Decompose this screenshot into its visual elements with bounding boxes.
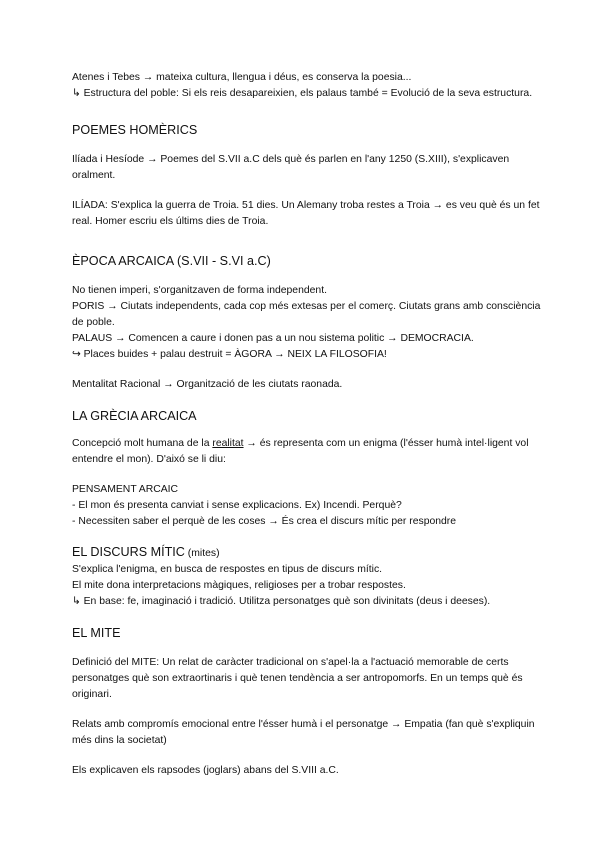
pensament-item-1: - El mon és presenta canviat i sense explicacions. Ex) Incendi. Perquè? [72, 500, 402, 511]
arcaica-line-1: No tienen imperi, s'organitzaven de forma independent. [72, 285, 327, 296]
arcaica-line-agora: ↪ Places buides + palau destruit = ÀGORA → NEIX LA FILOSOFIA! [72, 349, 387, 360]
discurs-heading-small: (mites) [184, 548, 220, 559]
discurs-line-3: ↳ En base: fe, imaginació i tradició. Utilitza personatges què son divinitats (deus i deeses). [72, 596, 491, 607]
document-page [72, 70, 542, 779]
realitat-underlined: realitat [212, 438, 244, 449]
heading-el-mite: EL MITE [72, 626, 121, 640]
homerics-paragraph-2: ILÍADA: S'explica la guerra de Troia. 51 dies. Un Alemany troba restes a Troia → es veu què és un fet real. Homer escriu els últims dies de Troia. [72, 200, 540, 227]
grecia-text-after: → és representa com un enigma (l'ésser humà intel·ligent vol entendre el mon). D'aixó se li diu: [72, 438, 529, 465]
intro-line-2: ↳ Estructura del poble: Si els reis desapareixien, els palaus també = Evolució de la seva estructura. [72, 88, 533, 99]
mite-rapsodes: Els explicaven els rapsodes (joglars) abans del S.VIII a.C. [72, 765, 339, 776]
mite-definicio: Definició del MITE: Un relat de caràcter tradicional on s'apel·la a l'actuació memorable de certs personatges què son extraortinaris i què tenen tendència a ser antropomorfs. En un temps què és originari. [72, 657, 523, 700]
discurs-line-1: S'explica l'enigma, en busca de respostes en tipus de discurs mític. [72, 564, 383, 575]
discurs-heading-main: EL DISCURS MÍTIC [72, 545, 185, 559]
heading-epoca-arcaica: ÈPOCA ARCAICA (S.VII - S.VI a.C) [72, 254, 271, 268]
heading-grecia-arcaica: LA GRÈCIA ARCAICA [72, 409, 197, 423]
heading-discurs-mitic [72, 544, 542, 562]
grecia-text-before: Concepció molt humana de la [72, 438, 213, 449]
homerics-paragraph-1: Ilíada i Hesíode → Poemes del S.VII a.C dels què és parlen en l'any 1250 (S.XIII), s'explicaven oralment. [72, 154, 510, 181]
discurs-line-2: El mite dona interpretacions màgiques, religioses per a trobar respostes. [72, 580, 406, 591]
heading-poemes-homerics: POEMES HOMÈRICS [72, 123, 198, 137]
arcaica-line-palaus: PALAUS → Comencen a caure i donen pas a un nou sistema politic → DEMOCRACIA. [72, 333, 474, 344]
intro-line-1: Atenes i Tebes → mateixa cultura, llengua i déus, es conserva la poesia... [72, 72, 412, 83]
heading-pensament-arcaic: PENSAMENT ARCAIC [72, 484, 179, 495]
mite-relats: Relats amb compromís emocional entre l'ésser humà i el personatge → Empatia (fan què s'expliquin més dins la societat) [72, 719, 535, 746]
arcaica-line-poris: PORIS → Ciutats independents, cada cop més extesas per el comerç. Ciutats grans amb consciència de poble. [72, 301, 541, 328]
arcaica-line-mentalitat: Mentalitat Racional → Organització de les ciutats raonada. [72, 379, 343, 390]
pensament-item-2: - Necessiten saber el perquè de les coses → És crea el discurs mític per respondre [72, 516, 457, 527]
grecia-paragraph [72, 436, 542, 468]
